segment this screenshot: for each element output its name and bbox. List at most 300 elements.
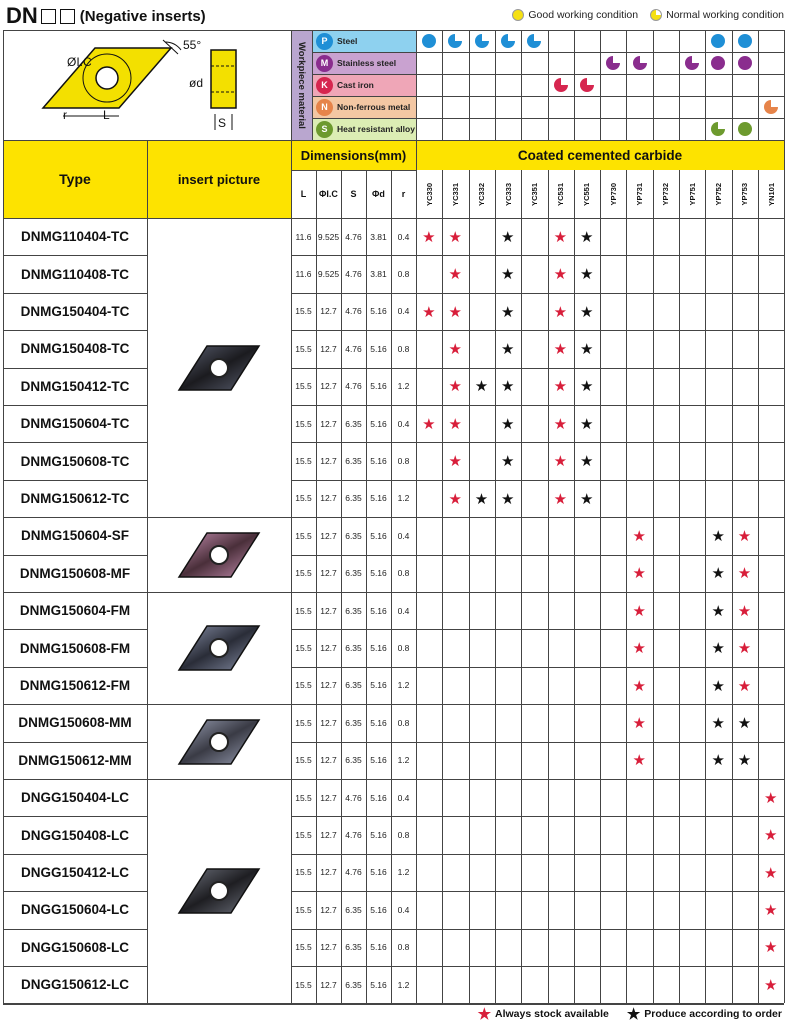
grid-line xyxy=(3,405,147,406)
good-condition-icon xyxy=(738,122,752,136)
dim-value: 9.525 xyxy=(317,269,340,280)
dim-value: 0.8 xyxy=(397,942,410,953)
grid-line xyxy=(341,170,342,1003)
dim-value: 5.16 xyxy=(370,493,387,504)
dim-value: 6.35 xyxy=(345,904,362,915)
dim-value: 3.81 xyxy=(370,231,387,242)
grid-line xyxy=(3,742,147,743)
grid-line xyxy=(3,140,784,141)
good-condition-label: Good working condition xyxy=(528,9,639,21)
dim-value: 12.7 xyxy=(320,456,337,467)
dim-value: 6.35 xyxy=(345,493,362,504)
dim-value: 6.35 xyxy=(345,418,362,429)
normal-condition-icon xyxy=(650,9,662,21)
grid-line xyxy=(291,330,784,331)
dim-value: 6.35 xyxy=(345,643,362,654)
diagram-label-s: S xyxy=(218,116,227,130)
order-star-icon: ★ xyxy=(579,303,594,321)
stock-star-icon: ★ xyxy=(448,266,462,284)
type-cell: DNMG150608-MF xyxy=(19,565,131,581)
dim-value: 0.8 xyxy=(397,717,410,728)
grid-line xyxy=(3,480,147,481)
material-row-s xyxy=(312,118,416,140)
diagram-label-d: ød xyxy=(189,76,204,90)
grade-label: YC333 xyxy=(503,182,513,206)
type-cell: DNMG150608-FM xyxy=(19,640,131,656)
material-name: Steel xyxy=(337,36,358,46)
dim-value: 11.6 xyxy=(295,269,312,280)
grid-line xyxy=(548,30,549,140)
normal-condition-icon xyxy=(685,56,699,70)
insert-photo xyxy=(169,527,269,583)
grade-col-header xyxy=(653,170,679,218)
dim-value: 15.5 xyxy=(295,381,312,392)
dim-value: 15.5 xyxy=(295,306,312,317)
dim-value: 12.7 xyxy=(320,605,337,616)
dim-value: 5.16 xyxy=(370,418,387,429)
diagram-label-r: r xyxy=(63,108,67,122)
grid-line xyxy=(521,170,522,1003)
material-code-icon: S xyxy=(316,121,333,138)
stock-star-icon: ★ xyxy=(553,303,568,321)
dim-col-header: Φd xyxy=(372,189,385,199)
grid-line xyxy=(291,480,784,481)
stock-star-icon: ★ xyxy=(764,976,778,994)
grade-col-header xyxy=(574,170,600,218)
grade-label: YP753 xyxy=(740,182,750,206)
grid-line xyxy=(3,555,147,556)
grid-line xyxy=(3,330,147,331)
dim-value: 6.35 xyxy=(345,979,362,990)
order-star-icon: ★ xyxy=(737,714,752,732)
grid-line xyxy=(291,854,784,855)
dim-value: 0.4 xyxy=(397,231,410,242)
grid-line xyxy=(3,816,147,817)
stock-star-icon: ★ xyxy=(422,228,436,246)
dim-value: 4.76 xyxy=(345,306,362,317)
grade-col-header xyxy=(416,170,442,218)
order-star-icon: ★ xyxy=(501,415,515,433)
good-condition-icon xyxy=(738,56,752,70)
dim-value: 12.7 xyxy=(320,755,337,766)
order-star-icon: ★ xyxy=(579,228,594,246)
grid-line xyxy=(574,30,575,140)
grade-label: YC330 xyxy=(424,182,434,206)
stock-star-icon: ★ xyxy=(737,527,752,545)
dim-col-header: ΦI.C xyxy=(319,189,338,199)
dim-value: 5.16 xyxy=(370,306,387,317)
stock-star-icon: ★ xyxy=(422,415,436,433)
dim-value: 6.35 xyxy=(345,680,362,691)
dim-value: 0.8 xyxy=(397,343,410,354)
insert-hole-inner xyxy=(96,67,118,89)
dim-value: 12.7 xyxy=(320,867,337,878)
dim-value: 15.5 xyxy=(295,979,312,990)
grid-line xyxy=(3,704,784,705)
black-star-icon: ★ xyxy=(626,1006,641,1023)
grid-line xyxy=(495,170,496,1003)
grid-line xyxy=(758,170,759,1003)
grid-line xyxy=(3,30,784,31)
type-cell: DNMG150612-FM xyxy=(19,677,131,693)
grade-col-header xyxy=(626,170,652,218)
type-cell: DNGG150412-LC xyxy=(20,864,130,880)
grid-line xyxy=(442,30,443,140)
normal-condition-icon xyxy=(554,78,568,92)
order-star-icon: ★ xyxy=(711,602,725,620)
type-cell: DNMG150604-FM xyxy=(19,603,131,619)
grid-line xyxy=(3,891,147,892)
grid-line xyxy=(3,854,147,855)
dim-value: 15.5 xyxy=(295,493,312,504)
material-row-n xyxy=(312,96,416,118)
material-name: Stainless steel xyxy=(337,58,397,68)
dim-value: 5.16 xyxy=(370,381,387,392)
grid-line xyxy=(3,592,784,593)
dim-value: 5.16 xyxy=(370,568,387,579)
type-cell: DNGG150604-LC xyxy=(20,902,130,918)
workpiece-material-label xyxy=(291,30,312,140)
stock-star-icon: ★ xyxy=(764,939,778,957)
grade-label: YC351 xyxy=(529,182,539,206)
grid-line xyxy=(626,170,627,1003)
stock-star-icon: ★ xyxy=(764,789,778,807)
stock-star-icon: ★ xyxy=(553,490,568,508)
grade-col-header xyxy=(732,170,758,218)
insert-diagram-svg xyxy=(3,30,291,140)
order-star-icon: ★ xyxy=(579,340,594,358)
grade-label: YP730 xyxy=(608,182,618,206)
normal-condition-icon xyxy=(475,34,489,48)
stock-label: Always stock available xyxy=(495,1008,609,1020)
grid-line xyxy=(3,368,147,369)
stock-legend xyxy=(478,1005,782,1023)
grid-line xyxy=(758,30,759,140)
type-cell: DNMG150604-SF xyxy=(20,528,130,544)
grid-line xyxy=(291,742,784,743)
grid-line xyxy=(291,405,784,406)
stock-star-icon: ★ xyxy=(448,415,462,433)
type-cell: DNGG150404-LC xyxy=(20,790,130,806)
order-star-icon: ★ xyxy=(501,490,515,508)
dim-value: 12.7 xyxy=(320,418,337,429)
stock-star-icon: ★ xyxy=(632,752,646,770)
grid-line xyxy=(469,30,470,140)
dim-value: 6.35 xyxy=(345,456,362,467)
stock-star-icon: ★ xyxy=(632,565,646,583)
dim-value: 12.7 xyxy=(320,343,337,354)
insert-picture-header: insert picture xyxy=(177,171,261,187)
dim-value: 5.16 xyxy=(370,643,387,654)
dim-value: 5.16 xyxy=(370,456,387,467)
coated-carbide-header: Coated cemented carbide xyxy=(517,147,683,163)
grid-line xyxy=(3,517,784,518)
grid-line xyxy=(291,891,784,892)
dim-value: 1.2 xyxy=(397,493,410,504)
type-cell: DNMG150608-TC xyxy=(20,453,130,469)
stock-star-icon: ★ xyxy=(553,453,568,471)
grid-line xyxy=(574,170,575,1003)
order-star-icon: ★ xyxy=(579,378,594,396)
dim-value: 6.35 xyxy=(345,530,362,541)
grid-line xyxy=(469,170,470,1003)
normal-condition-icon xyxy=(606,56,620,70)
dim-value: 5.16 xyxy=(370,680,387,691)
material-name: Non-ferrous metal xyxy=(337,102,411,112)
grade-col-header xyxy=(758,170,784,218)
good-condition-icon xyxy=(738,34,752,48)
stock-star-icon: ★ xyxy=(764,864,778,882)
grid-line xyxy=(316,170,317,1003)
title-placeholder-box xyxy=(41,9,56,24)
dim-value: 0.8 xyxy=(397,269,410,280)
dim-value: 15.5 xyxy=(295,530,312,541)
dim-value: 12.7 xyxy=(320,306,337,317)
order-star-icon: ★ xyxy=(711,565,725,583)
grade-col-header xyxy=(548,170,574,218)
grid-line xyxy=(291,170,416,171)
grid-line xyxy=(653,170,654,1003)
grid-line xyxy=(291,667,784,668)
grid-line xyxy=(495,30,496,140)
grade-label: YC332 xyxy=(477,182,487,206)
dim-value: 6.35 xyxy=(345,568,362,579)
dim-col-header: L xyxy=(300,189,307,199)
stock-star-icon: ★ xyxy=(553,415,568,433)
grid-line xyxy=(291,966,784,967)
normal-condition-icon xyxy=(501,34,515,48)
dim-value: 5.16 xyxy=(370,792,387,803)
dim-value: 15.5 xyxy=(295,755,312,766)
stock-star-icon: ★ xyxy=(448,340,462,358)
dim-value: 12.7 xyxy=(320,680,337,691)
dim-value: 6.35 xyxy=(345,717,362,728)
dim-value: 5.16 xyxy=(370,530,387,541)
dim-value: 4.76 xyxy=(345,231,362,242)
stock-star-icon: ★ xyxy=(553,228,568,246)
stock-star-icon: ★ xyxy=(448,378,462,396)
grid-line xyxy=(732,30,733,140)
dim-value: 12.7 xyxy=(320,493,337,504)
dim-value: 0.8 xyxy=(397,830,410,841)
type-cell: DNMG150608-MM xyxy=(18,715,132,731)
dim-value: 15.5 xyxy=(295,830,312,841)
order-star-icon: ★ xyxy=(501,228,515,246)
grid-line xyxy=(291,629,784,630)
stock-star-icon: ★ xyxy=(632,602,646,620)
dim-value: 12.7 xyxy=(320,904,337,915)
workpiece-material-text: Workpiece material xyxy=(296,41,307,129)
grade-label: YP731 xyxy=(635,182,645,206)
dim-value: 15.5 xyxy=(295,717,312,728)
grade-col-header xyxy=(600,170,626,218)
order-star-icon: ★ xyxy=(501,340,515,358)
type-cell: DNGG150612-LC xyxy=(20,977,130,993)
stock-star-icon: ★ xyxy=(632,714,646,732)
dim-value: 12.7 xyxy=(320,792,337,803)
grid-line xyxy=(600,30,601,140)
grid-line xyxy=(705,170,706,1003)
material-row-m xyxy=(312,52,416,74)
insert-photo xyxy=(169,863,269,919)
grade-label: YP751 xyxy=(687,182,697,206)
grid-line xyxy=(3,929,147,930)
condition-legend xyxy=(512,9,784,21)
material-name: Heat resistant alloy xyxy=(337,124,415,134)
dim-value: 15.5 xyxy=(295,942,312,953)
grade-label: YP732 xyxy=(661,182,671,206)
type-cell: DNMG150408-TC xyxy=(20,341,130,357)
stock-star-icon: ★ xyxy=(422,303,436,321)
dim-value: 9.525 xyxy=(317,231,340,242)
dim-value: 12.7 xyxy=(320,530,337,541)
grid-line xyxy=(3,779,784,780)
dim-value: 15.5 xyxy=(295,792,312,803)
order-star-icon: ★ xyxy=(501,303,515,321)
dim-value: 1.2 xyxy=(397,979,410,990)
grid-line xyxy=(679,170,680,1003)
stock-star-icon: ★ xyxy=(448,228,462,246)
material-code-icon: M xyxy=(316,55,333,72)
normal-condition-label: Normal working condition xyxy=(666,9,784,21)
grid-line xyxy=(366,170,367,1003)
grid-line xyxy=(784,30,785,1003)
red-star-icon: ★ xyxy=(477,1006,492,1023)
grid-line xyxy=(548,170,549,1003)
grid-line xyxy=(291,368,784,369)
dim-value: 5.16 xyxy=(370,979,387,990)
material-row-k xyxy=(312,74,416,96)
dim-value: 12.7 xyxy=(320,643,337,654)
grid-line xyxy=(312,30,313,140)
grid-line xyxy=(291,929,784,930)
type-cell: DNGG150608-LC xyxy=(20,939,130,955)
order-label: Produce according to order xyxy=(644,1008,782,1020)
order-star-icon: ★ xyxy=(501,453,515,471)
order-star-icon: ★ xyxy=(711,714,725,732)
dim-value: 15.5 xyxy=(295,605,312,616)
order-star-icon: ★ xyxy=(711,752,725,770)
dim-value: 12.7 xyxy=(320,979,337,990)
grid-line xyxy=(291,816,784,817)
grade-label: YC551 xyxy=(582,182,592,206)
dim-value: 5.16 xyxy=(370,942,387,953)
type-cell: DNMG110408-TC xyxy=(20,266,130,282)
order-star-icon: ★ xyxy=(737,752,752,770)
dim-value: 0.4 xyxy=(397,605,410,616)
good-condition-icon xyxy=(711,34,725,48)
dim-value: 0.4 xyxy=(397,306,410,317)
dim-col-header: S xyxy=(350,189,357,199)
stock-star-icon: ★ xyxy=(737,677,752,695)
dim-value: 12.7 xyxy=(320,717,337,728)
type-cell: DNMG110404-TC xyxy=(20,229,130,245)
type-cell: DNMG150612-MM xyxy=(18,752,132,768)
dim-value: 12.7 xyxy=(320,381,337,392)
stock-star-icon: ★ xyxy=(764,901,778,919)
grid-line xyxy=(626,30,627,140)
order-star-icon: ★ xyxy=(579,453,594,471)
grid-line xyxy=(705,30,706,140)
normal-condition-icon xyxy=(633,56,647,70)
dim-value: 0.4 xyxy=(397,792,410,803)
normal-condition-icon xyxy=(764,100,778,114)
dim-value: 11.6 xyxy=(295,231,312,242)
normal-condition-icon xyxy=(448,34,462,48)
type-cell: DNMG150612-TC xyxy=(20,490,130,506)
diagram-label-angle: 55° xyxy=(183,38,202,52)
dim-value: 3.81 xyxy=(370,269,387,280)
dim-value: 12.7 xyxy=(320,568,337,579)
dim-value: 4.76 xyxy=(345,830,362,841)
stock-star-icon: ★ xyxy=(448,490,462,508)
order-star-icon: ★ xyxy=(474,378,489,396)
stock-star-icon: ★ xyxy=(553,378,568,396)
dim-value: 4.76 xyxy=(345,792,362,803)
dim-value: 5.16 xyxy=(370,904,387,915)
dim-value: 5.16 xyxy=(370,717,387,728)
dim-value: 1.2 xyxy=(397,755,410,766)
grade-col-header xyxy=(521,170,547,218)
grid-line xyxy=(442,170,443,1003)
stock-star-icon: ★ xyxy=(737,602,752,620)
material-code-icon: K xyxy=(316,77,333,94)
dim-value: 15.5 xyxy=(295,643,312,654)
dim-value: 15.5 xyxy=(295,343,312,354)
page-title xyxy=(6,2,206,30)
grade-label: YN101 xyxy=(766,182,776,206)
order-star-icon: ★ xyxy=(579,415,594,433)
grid-line xyxy=(3,293,147,294)
insert-photo xyxy=(169,340,269,396)
material-row-p xyxy=(312,30,416,52)
dim-value: 15.5 xyxy=(295,418,312,429)
dim-value: 15.5 xyxy=(295,867,312,878)
dim-value: 4.76 xyxy=(345,867,362,878)
stock-star-icon: ★ xyxy=(632,677,646,695)
dim-value: 0.4 xyxy=(397,418,410,429)
dim-value: 6.35 xyxy=(345,755,362,766)
grid-line xyxy=(3,629,147,630)
insert-side-view xyxy=(211,50,236,108)
stock-star-icon: ★ xyxy=(764,827,778,845)
grid-line xyxy=(521,30,522,140)
grid-line xyxy=(3,667,147,668)
dim-value: 4.76 xyxy=(345,269,362,280)
stock-star-icon: ★ xyxy=(553,266,568,284)
grid-line xyxy=(291,442,784,443)
dim-col-header: r xyxy=(401,189,406,199)
grid-line xyxy=(3,218,784,219)
dim-value: 5.16 xyxy=(370,830,387,841)
dim-value: 15.5 xyxy=(295,456,312,467)
grade-label: YP752 xyxy=(713,182,723,206)
grade-col-header xyxy=(679,170,705,218)
grade-col-header xyxy=(495,170,521,218)
order-star-icon: ★ xyxy=(711,527,725,545)
dimensions-header: Dimensions(mm) xyxy=(300,147,407,163)
insert-photo xyxy=(169,620,269,676)
grid-line xyxy=(653,30,654,140)
dim-value: 5.16 xyxy=(370,605,387,616)
dim-value: 15.5 xyxy=(295,680,312,691)
grade-col-header xyxy=(442,170,468,218)
grid-line xyxy=(147,140,148,1003)
grade-col-header xyxy=(469,170,495,218)
grade-label: YC331 xyxy=(450,182,460,206)
order-star-icon: ★ xyxy=(501,378,515,396)
diagram-label-ic: ØI.C xyxy=(67,55,92,69)
